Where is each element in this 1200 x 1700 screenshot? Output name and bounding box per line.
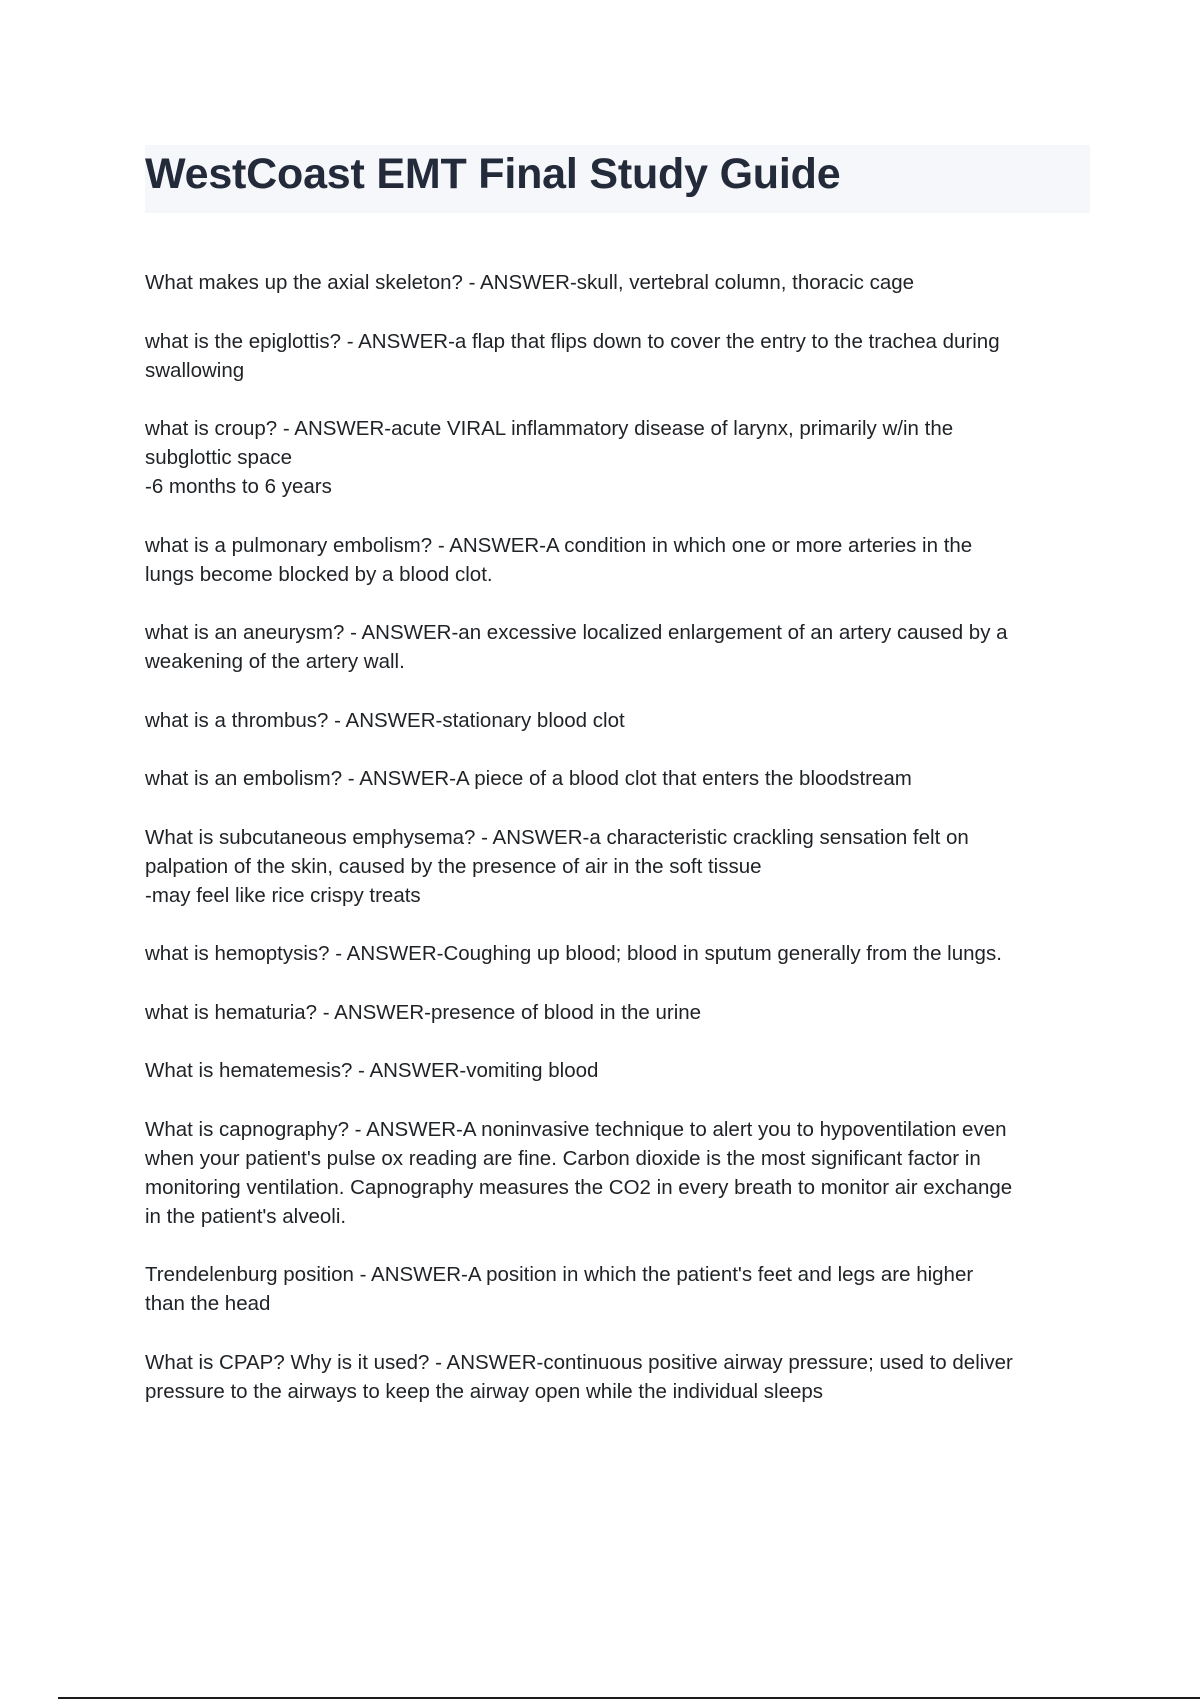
qa-entry bbox=[145, 1348, 1095, 1406]
qa-entry bbox=[145, 764, 1095, 793]
qa-entry bbox=[145, 414, 1095, 501]
qa-entry bbox=[145, 939, 1095, 968]
qa-text-line: palpation of the skin, caused by the presence of air in the soft tissue bbox=[145, 854, 762, 878]
qa-text-line: what is hematuria? - ANSWER-presence of blood in the urine bbox=[145, 1000, 702, 1024]
qa-text-line: in the patient's alveoli. bbox=[145, 1204, 347, 1228]
qa-text-line: what is croup? - ANSWER-acute VIRAL inflammatory disease of larynx, primarily w/in the bbox=[145, 417, 954, 440]
qa-entry bbox=[145, 823, 1095, 910]
qa-text-line: monitoring ventilation. Capnography measures the CO2 in every breath to monitor air exchange bbox=[145, 1175, 1013, 1199]
qa-text-line: what is hemoptysis? - ANSWER-Coughing up blood; blood in sputum generally from the lungs. bbox=[145, 942, 1002, 965]
document-title: WestCoast EMT Final Study Guide bbox=[145, 150, 841, 198]
qa-text-line: What is subcutaneous emphysema? - ANSWER-a characteristic crackling sensation felt on bbox=[145, 825, 969, 849]
qa-entry bbox=[145, 268, 1095, 297]
title-band bbox=[145, 145, 1090, 213]
qa-text-line: What makes up the axial skeleton? - ANSWER-skull, vertebral column, thoracic cage bbox=[145, 271, 915, 294]
qa-text-line: swallowing bbox=[145, 358, 245, 382]
footer-divider bbox=[58, 1697, 1200, 1699]
qa-text-line: what is the epiglottis? - ANSWER-a flap that flips down to cover the entry to the trachea during bbox=[145, 329, 1000, 353]
qa-entry bbox=[145, 998, 1095, 1027]
qa-entry bbox=[145, 327, 1095, 385]
qa-text-line: What is CPAP? Why is it used? - ANSWER-continuous positive airway pressure; used to deliver bbox=[145, 1350, 1013, 1374]
qa-text-line: weakening of the artery wall. bbox=[145, 650, 405, 673]
qa-text-line: Trendelenburg position - ANSWER-A position in which the patient's feet and legs are higher bbox=[145, 1263, 974, 1286]
qa-entry bbox=[145, 531, 1095, 589]
qa-entry bbox=[145, 706, 1095, 735]
qa-text-line: what is an embolism? - ANSWER-A piece of a blood clot that enters the bloodstream bbox=[145, 767, 912, 790]
qa-entry bbox=[145, 1115, 1095, 1231]
qa-text-line: what is a thrombus? - ANSWER-stationary blood clot bbox=[145, 708, 625, 732]
qa-text-line: what is a pulmonary embolism? - ANSWER-A condition in which one or more arteries in the bbox=[145, 533, 973, 557]
qa-text-line: -may feel like rice crispy treats bbox=[145, 883, 421, 907]
qa-text-line: when your patient's pulse ox reading are fine. Carbon dioxide is the most significant factor in bbox=[145, 1146, 981, 1170]
qa-entry bbox=[145, 618, 1095, 676]
qa-entry bbox=[145, 1056, 1095, 1085]
qa-list bbox=[145, 268, 1095, 1435]
qa-text-line: pressure to the airways to keep the airway open while the individual sleeps bbox=[145, 1379, 824, 1403]
qa-text-line: -6 months to 6 years bbox=[145, 475, 332, 498]
qa-text-line: than the head bbox=[145, 1292, 271, 1315]
qa-text-line: lungs become blocked by a blood clot. bbox=[145, 562, 493, 586]
qa-text-line: what is an aneurysm? - ANSWER-an excessive localized enlargement of an artery caused by a bbox=[145, 621, 1008, 644]
qa-text-line: What is capnography? - ANSWER-A noninvasive technique to alert you to hypoventilation even bbox=[145, 1117, 1007, 1141]
qa-text-line: What is hematemesis? - ANSWER-vomiting blood bbox=[145, 1059, 599, 1082]
qa-text-line: subglottic space bbox=[145, 446, 293, 469]
qa-entry bbox=[145, 1260, 1095, 1318]
